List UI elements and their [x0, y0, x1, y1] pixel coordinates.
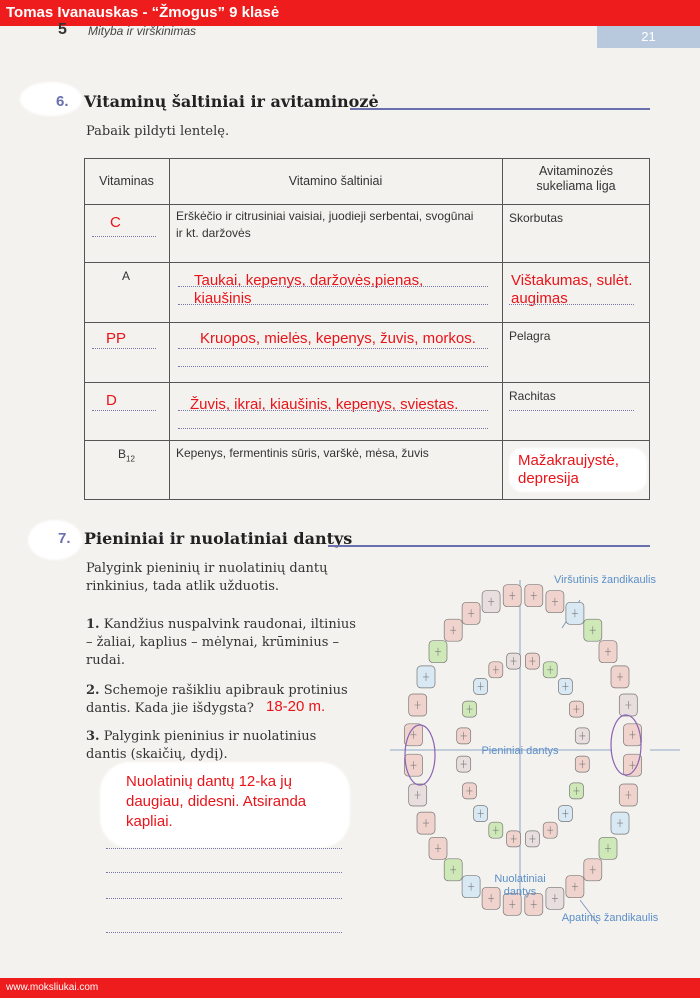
sources-a: Taukai, kepenys, daržovės,pienas, kiaušinis [194, 272, 424, 307]
vitamin-d: D [106, 392, 117, 409]
sources-c: Erškėčio ir citrusiniai vaisiai, juodieji serbentai, svogūnai ir kt. daržovės [176, 209, 474, 240]
task-1: 1. Kandžius nuspalvink raudonai, iltinius – žaliai, kaplius – mėlynai, krūminius – rudai. [86, 617, 356, 668]
section-6-title: Vitaminų šaltiniai ir avitaminozė [84, 92, 379, 111]
task-3: 3. Palygink pieninius ir nuolatinius dantis (skaičių, dydį). [86, 729, 317, 762]
sources-b12: Kepenys, fermentinis sūris, varškė, mėsa, žuvis [176, 446, 429, 460]
section-6-instruction: Pabaik pildyti lentelę. [86, 124, 230, 139]
task-2: 2. Schemoje rašikliu apibrauk protinius dantis. Kada jie išdygsta? [86, 683, 348, 716]
site-banner: Tomas Ivanauskas - “Žmogus” 9 klasė [0, 0, 700, 26]
disease-a: Vištakumas, sulėt. augimas [511, 272, 633, 307]
section-7-instruction: Palygink pieninių ir nuolatinių dantų rinkinius, tada atlik užduotis. [86, 561, 328, 594]
correction-blob [20, 82, 82, 116]
section-6-rule [350, 108, 650, 110]
vitamin-table [84, 158, 650, 500]
header-disease: Avitaminozės sukeliama liga [536, 164, 616, 193]
correction-blob-2 [28, 520, 82, 560]
sources-d: Žuvis, ikrai, kiaušinis, kepenys, sviestas. [190, 396, 459, 413]
section-6-number: 6. [56, 93, 69, 110]
page-number: 21 [597, 26, 700, 48]
disease-pp: Pelagra [509, 329, 551, 343]
disease-c: Skorbutas [509, 211, 564, 225]
chapter-title: Mityba ir virškinimas [88, 24, 197, 38]
vitamin-a: A [122, 269, 131, 283]
sources-pp: Kruopos, mielės, kepenys, žuvis, morkos. [200, 330, 476, 347]
label-permanent-teeth: Nuolatiniai dantys [494, 873, 546, 898]
chapter-number: 5 [58, 21, 67, 38]
disease-b12: Mažakraujystė, depresija [518, 452, 619, 487]
label-upper-jaw: Viršutinis žandikaulis [554, 574, 656, 586]
header-vitamin: Vitaminas [99, 174, 154, 188]
vitamin-c: C [110, 214, 121, 231]
label-milk-teeth: Pieniniai dantys [481, 745, 559, 757]
disease-d: Rachitas [509, 389, 556, 403]
section-7-title: Pieniniai ir nuolatiniai dantys [84, 529, 353, 548]
header-sources: Vitamino šaltiniai [288, 174, 383, 188]
footer-url: www.moksliukai.com [0, 978, 700, 998]
vitamin-pp: PP [106, 330, 127, 347]
teeth-diagram [380, 570, 680, 960]
teeth-chart [380, 570, 680, 960]
section-7-rule [328, 545, 650, 547]
label-lower-jaw: Apatinis žandikaulis [561, 912, 659, 924]
task-2-answer: 18-20 m. [266, 698, 326, 715]
task-3-answer: Nuolatinių dantų 12-ka jų daugiau, didesni. Atsiranda kapliai. [126, 773, 307, 830]
vitamin-b12: $B_{12}$ [118, 447, 135, 464]
section-7-number: 7. [58, 530, 71, 547]
